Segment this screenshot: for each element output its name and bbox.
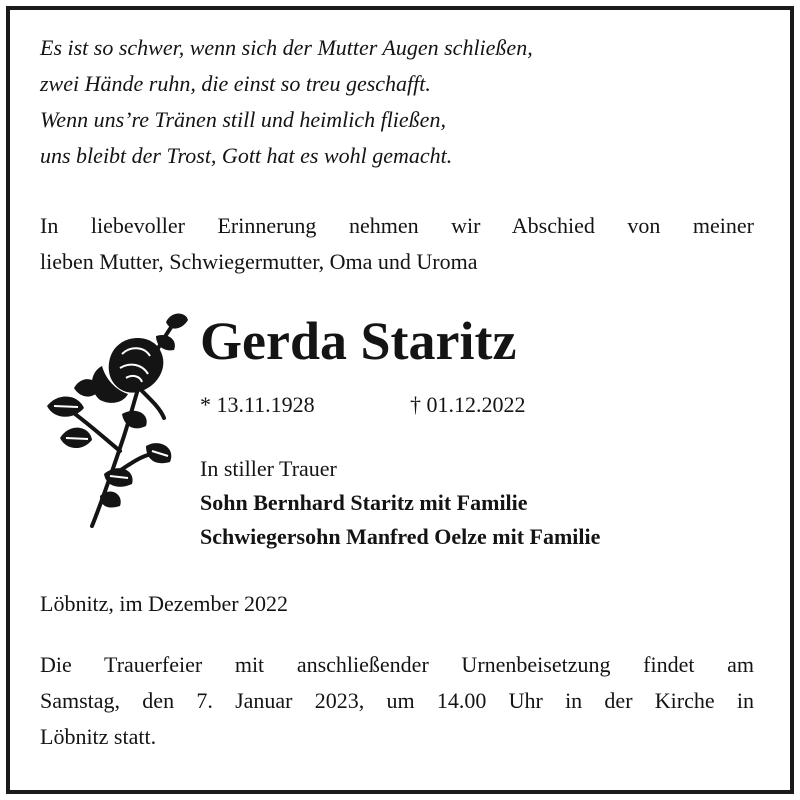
poem-line: zwei Hände ruhn, die einst so treu geschafft. — [40, 71, 431, 96]
birth-date: * 13.11.1928 — [200, 392, 315, 417]
funeral-line: Löbnitz statt. — [40, 724, 157, 749]
mourners — [200, 452, 600, 554]
poem-line: uns bleibt der Trost, Gott hat es wohl gemacht. — [40, 143, 453, 168]
life-dates — [200, 390, 526, 420]
poem-line: Es ist so schwer, wenn sich der Mutter Augen schließen, — [40, 35, 533, 60]
intro-line: lieben Mutter, Schwiegermutter, Oma und Uroma — [40, 249, 478, 274]
poem-line: Wenn uns’re Tränen still und heimlich fließen, — [40, 107, 446, 132]
place-date: Löbnitz, im Dezember 2022 — [40, 591, 289, 616]
mourners-intro: In stiller Trauer — [200, 456, 337, 481]
death-date: † 01.12.2022 — [410, 392, 526, 417]
intro-line: In liebevoller Erinnerung nehmen wir Abschied von meiner — [40, 213, 754, 238]
funeral-line: Samstag, den 7. Januar 2023, um 14.00 Uhr in der Kirche in — [40, 688, 754, 713]
mourner-line: Sohn Bernhard Staritz mit Familie — [200, 490, 528, 515]
deceased-name: Gerda Staritz — [200, 311, 517, 371]
mourner-line: Schwiegersohn Manfred Oelze mit Familie — [200, 524, 601, 549]
intro-text — [40, 208, 754, 280]
funeral-notice — [40, 647, 754, 755]
funeral-line: Die Trauerfeier mit anschließender Urnenbeisetzung findet am — [40, 652, 754, 677]
rose-icon — [42, 306, 192, 534]
poem — [40, 30, 760, 174]
